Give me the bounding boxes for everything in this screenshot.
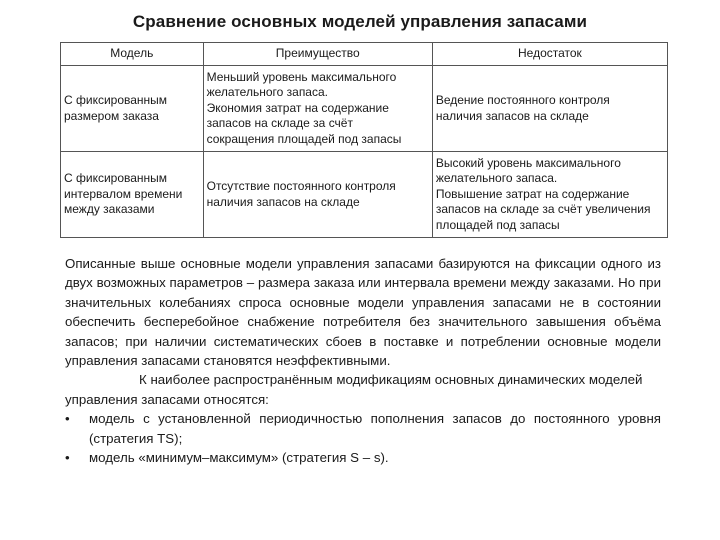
paragraph-modifications-intro: К наиболее распространённым модификациям основных динамических моделей управления запасами относятся: [65,372,643,407]
cell-line: размером заказа [64,108,159,123]
advantage-cell [203,66,432,152]
cell-line: желательного запаса. [435,171,558,186]
column-header-disadvantage: Недостаток [432,43,667,66]
advantage-cell [203,152,432,238]
cell-line: наличия запасов на складе [435,108,589,123]
list-item-text: модель с установленной периодичностью пополнения запасов до постоянного уровня (стратегия TS); [89,411,661,446]
table-header-row [61,43,668,66]
paragraph-models: Описанные выше основные модели управления запасами базируются на фиксации одного из двух возможных параметров – размера заказа или интервала времени между заказами. Но при значительных колебаниях спроса основные модели управления запасами не в состоянии обеспечить бесперебойное снабжение потребителя без значительного завышения объёма запасов; при наличии систематических сбоев в поставке и потреблении основные модели управления запасами становятся неэффективными. [65,256,661,369]
modifications-list [65,409,661,467]
bullet-icon: • [65,450,70,466]
cell-line: желательного запаса. [206,85,328,100]
cell-line: С фиксированным [64,93,168,107]
cell-line: Высокий уровень максимального [435,155,621,170]
disadvantage-cell [432,152,667,238]
list-item [65,409,661,448]
cell-line: Отсутствие постоянного контроля [206,179,396,193]
cell-line: интервалом времени [64,186,183,201]
cell-line: запасов на складе за счёт увеличения [435,202,651,217]
body-text [65,254,661,467]
cell-line: Повышение затрат на содержание [435,186,630,201]
column-header-advantage: Преимущество [203,43,432,66]
comparison-table [60,42,668,238]
cell-line: запасов на складе за счёт [206,116,353,131]
cell-line: сокращения площадей под запасы [206,131,402,146]
cell-line: Экономия затрат на содержание [206,100,389,115]
model-cell [61,66,204,152]
cell-line: Меньший уровень максимального [206,69,397,84]
column-header-model: Модель [61,43,204,66]
cell-line: С фиксированным [64,171,168,186]
table-row [61,66,668,152]
cell-line: наличия запасов на складе [206,194,360,209]
list-item-text: модель «минимум–максимум» (стратегия S – s). [89,450,389,466]
bullet-icon: • [65,411,70,427]
list-item [65,448,661,467]
cell-line: Ведение постоянного контроля [435,93,610,107]
page-title: Сравнение основных моделей управления запасами [132,12,588,31]
table-row [61,152,668,238]
disadvantage-cell [432,66,667,152]
cell-line: между заказами [64,202,155,217]
cell-line: площадей под запасы [435,217,560,232]
model-cell [61,152,204,238]
